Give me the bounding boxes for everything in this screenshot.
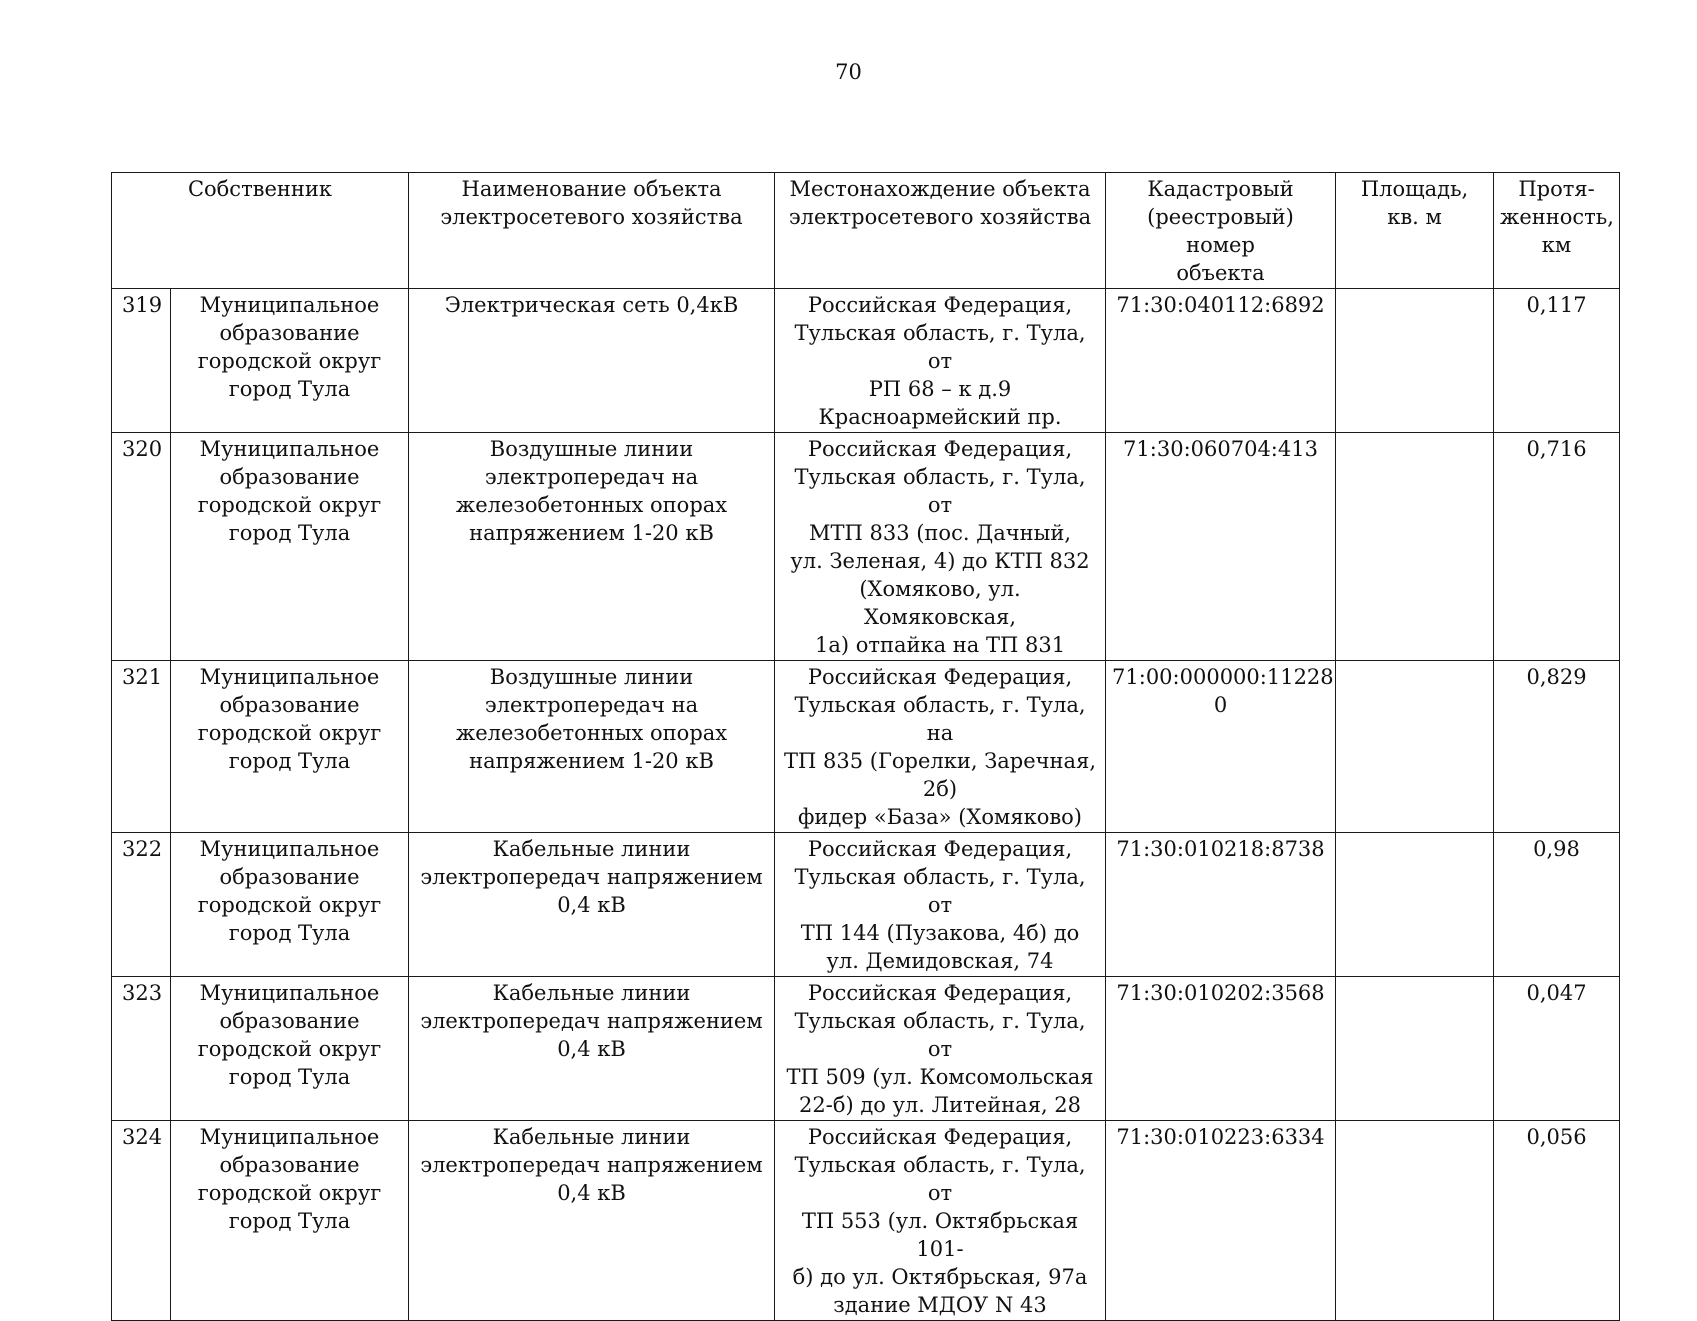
page-number: 70 — [835, 60, 862, 84]
length-cell: 0,117 — [1494, 289, 1620, 433]
area-cell — [1336, 433, 1494, 661]
object-location-cell: Российская Федерация, Тульская область, г. Тула, от РП 68 – к д.9 Красноармейский пр. — [775, 289, 1106, 433]
header-length: Протя- женность, км — [1494, 173, 1620, 289]
cadastral-number-cell: 71:30:010202:3568 — [1106, 977, 1336, 1121]
owner-cell: Муниципальное образование городской округ город Тула — [171, 1121, 409, 1321]
length-cell: 0,056 — [1494, 1121, 1620, 1321]
table-row — [112, 833, 1620, 977]
object-name-cell: Воздушные линии электропередач на железобетонных опорах напряжением 1-20 кВ — [409, 433, 775, 661]
row-number: 319 — [112, 289, 171, 433]
object-location-cell: Российская Федерация, Тульская область, г. Тула, от МТП 833 (пос. Дачный, ул. Зеленая, 4) до КТП 832 (Хомяково, ул. Хомяковская, 1а) отпайка на ТП 831 — [775, 433, 1106, 661]
header-owner: Собственник — [112, 173, 409, 289]
area-cell — [1336, 1121, 1494, 1321]
length-cell: 0,829 — [1494, 661, 1620, 833]
table-header-row — [112, 173, 1620, 289]
owner-cell: Муниципальное образование городской округ город Тула — [171, 977, 409, 1121]
row-number: 323 — [112, 977, 171, 1121]
cadastral-number-cell: 71:30:040112:6892 — [1106, 289, 1336, 433]
cadastral-number-cell: 71:00:000000:11228 0 — [1106, 661, 1336, 833]
header-cadastral-number: Кадастровый (реестровый) номер объекта — [1106, 173, 1336, 289]
header-area: Площадь, кв. м — [1336, 173, 1494, 289]
cadastral-number-cell: 71:30:060704:413 — [1106, 433, 1336, 661]
table-row — [112, 661, 1620, 833]
row-number: 324 — [112, 1121, 171, 1321]
header-object-location: Местонахождение объекта электросетевого хозяйства — [775, 173, 1106, 289]
row-number: 320 — [112, 433, 171, 661]
object-name-cell: Электрическая сеть 0,4кВ — [409, 289, 775, 433]
object-name-cell: Кабельные линии электропередач напряжением 0,4 кВ — [409, 1121, 775, 1321]
table-row — [112, 289, 1620, 433]
object-location-cell: Российская Федерация, Тульская область, г. Тула, от ТП 553 (ул. Октябрьская 101- б) до ул. Октябрьская, 97а здание МДОУ N 43 — [775, 1121, 1106, 1321]
object-location-cell: Российская Федерация, Тульская область, г. Тула, от ТП 144 (Пузакова, 4б) до ул. Демидовская, 74 — [775, 833, 1106, 977]
row-number: 321 — [112, 661, 171, 833]
area-cell — [1336, 661, 1494, 833]
cadastral-number-cell: 71:30:010218:8738 — [1106, 833, 1336, 977]
power-grid-objects-table — [111, 172, 1620, 1321]
object-name-cell: Кабельные линии электропередач напряжением 0,4 кВ — [409, 977, 775, 1121]
owner-cell: Муниципальное образование городской округ город Тула — [171, 433, 409, 661]
header-object-name: Наименование объекта электросетевого хозяйства — [409, 173, 775, 289]
table-row — [112, 977, 1620, 1121]
length-cell: 0,047 — [1494, 977, 1620, 1121]
object-name-cell: Воздушные линии электропередач на железобетонных опорах напряжением 1-20 кВ — [409, 661, 775, 833]
owner-cell: Муниципальное образование городской округ город Тула — [171, 661, 409, 833]
table-row — [112, 433, 1620, 661]
owner-cell: Муниципальное образование городской округ город Тула — [171, 289, 409, 433]
object-name-cell: Кабельные линии электропередач напряжением 0,4 кВ — [409, 833, 775, 977]
length-cell: 0,716 — [1494, 433, 1620, 661]
object-location-cell: Российская Федерация, Тульская область, г. Тула, от ТП 509 (ул. Комсомольская 22-б) до ул. Литейная, 28 — [775, 977, 1106, 1121]
row-number: 322 — [112, 833, 171, 977]
table-row — [112, 1121, 1620, 1321]
area-cell — [1336, 977, 1494, 1121]
length-cell: 0,98 — [1494, 833, 1620, 977]
area-cell — [1336, 833, 1494, 977]
owner-cell: Муниципальное образование городской округ город Тула — [171, 833, 409, 977]
object-location-cell: Российская Федерация, Тульская область, г. Тула, на ТП 835 (Горелки, Заречная, 2б) фидер «База» (Хомяково) — [775, 661, 1106, 833]
area-cell — [1336, 289, 1494, 433]
cadastral-number-cell: 71:30:010223:6334 — [1106, 1121, 1336, 1321]
